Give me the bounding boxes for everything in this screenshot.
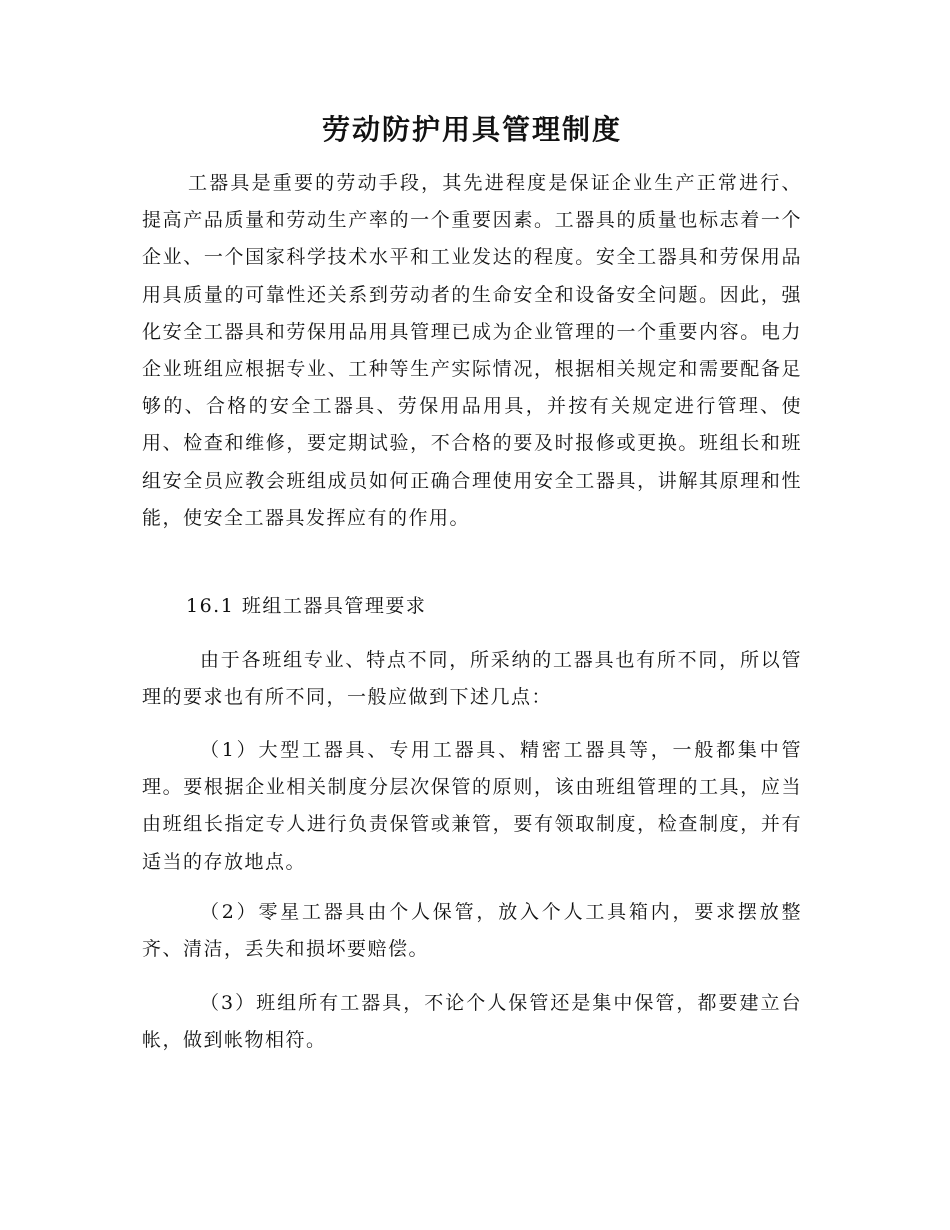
- section-intro-paragraph: 由于各班组专业、特点不同，所采纳的工器具也有所不同，所以管理的要求也有所不同，一般应做到下述几点：: [142, 649, 802, 709]
- intro-paragraph: 工器具是重要的劳动手段，其先进程度是保证企业生产正常进行、提高产品质量和劳动生产率的一个重要因素。工器具的质量也标志着一个企业、一个国家科学技术水平和工业发达的程度。安全工器具和劳保用品用具质量的可靠性还关系到劳动者的生命安全和设备安全问题。因此，强化安全工器具和劳保用品用具管理已成为企业管理的一个重要内容。电力企业班组应根据专业、工种等生产实际情况，根据相关规定和需要配备足够的、合格的安全工器具、劳保用品用具，并按有关规定进行管理、使用、检查和维修，要定期试验，不合格的要及时报修或更换。班组长和班组安全员应教会班组成员如何正确合理使用安全工器具，讲解其原理和性能，使安全工器具发挥应有的作用。: [142, 172, 802, 529]
- list-item: （2）零星工器具由个人保管，放入个人工具箱内，要求摆放整齐、清洁，丢失和损坏要赔偿。: [142, 901, 802, 961]
- list-item: （1）大型工器具、专用工器具、精密工器具等，一般都集中管理。要根据企业相关制度分层次保管的原则，该由班组管理的工具，应当由班组长指定专人进行负责保管或兼管，要有领取制度，检查制度，并有适当的存放地点。: [142, 739, 802, 873]
- list-item: （3）班组所有工器具，不论个人保管还是集中保管，都要建立台帐，做到帐物相符。: [142, 992, 802, 1052]
- section-heading: 16.1 班组工器具管理要求: [186, 595, 427, 617]
- document-title: 劳动防护用具管理制度: [321, 113, 622, 146]
